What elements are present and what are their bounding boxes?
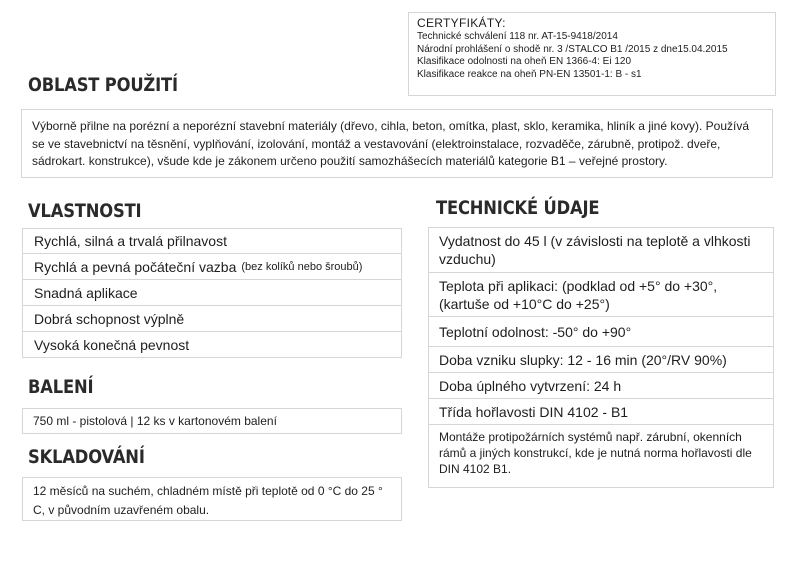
list-item [22, 332, 402, 358]
technical-row: Třída hořlavosti DIN 4102 - B1 [428, 399, 774, 425]
list-item [22, 228, 402, 254]
list-item [22, 254, 402, 280]
usage-heading: OBLAST POUŽITÍ [28, 74, 178, 96]
list-item [22, 306, 402, 332]
technical-row: Doba vzniku slupky: 12 - 16 min (20°/RV 90%) [428, 347, 774, 373]
property-text: Vysoká konečná pevnost [34, 336, 190, 353]
usage-text: Výborně přilne na porézní a neporézní stavební materiály (dřevo, cihla, beton, omítka, plast, sklo, keramika, hliník a jiné kovy). Používá se ve stavebnictví na těsnění, vyplňování, izolování, montáž a vestavování (elektroinstalace, rozvaděče, zárubně, protipož. dveře, sádrokart. konstrukce), všude kde je zákonem určeno použití samozhášecích materiálů kategorie B1 – veřejné prostory. [21, 109, 773, 178]
properties-heading: VLASTNOSTI [28, 200, 142, 222]
packaging-heading: BALENÍ [28, 376, 94, 398]
property-text: Rychlá a pevná počáteční vazba [34, 258, 237, 275]
property-note: (bez kolíků nebo šroubů) [241, 260, 363, 273]
technical-row: Montáže protipožárních systémů např. zárubní, okenních rámů a jiných konstrukcí, kde je nutná norma hořlavosti dle DIN 4102 B1. [428, 425, 774, 488]
packaging-text: 750 ml - pistolová | 12 ks v kartonovém balení [22, 408, 402, 434]
property-text: Rychlá, silná a trvalá přilnavost [34, 233, 227, 249]
technical-row: Teplotní odolnost: -50° do +90° [428, 317, 774, 347]
certificate-line: Klasifikace odolnosti na oheň EN 1366-4: Ei 120 [417, 56, 632, 68]
certificates-box [408, 12, 776, 96]
technical-row: Vydatnost do 45 l (v závislosti na teplotě a vlhkosti vzduchu) [428, 227, 774, 273]
technical-row: Doba úplného vytvrzení: 24 h [428, 373, 774, 399]
property-text: Snadná aplikace [34, 284, 138, 301]
technical-heading: TECHNICKÉ ÚDAJE [436, 197, 600, 219]
certificate-line: Národní prohlášení o shodě nr. 3 /STALCO B1 /2015 z dne15.04.2015 [417, 43, 728, 55]
storage-heading: SKLADOVÁNÍ [28, 446, 145, 468]
certificates-title: CERTYFIKÁTY: [417, 16, 506, 30]
property-text: Dobrá schopnost výplně [34, 310, 185, 327]
certificate-line: Technické schválení 118 nr. AT-15-9418/2014 [417, 31, 618, 42]
storage-text: 12 měsíců na suchém, chladném místě při teplotě od 0 °C do 25 ° C, v původním uzavřeném obalu. [22, 477, 402, 521]
certificate-line: Klasifikace reakce na oheň PN-EN 13501-1: B - s1 [417, 68, 642, 80]
list-item [22, 280, 402, 306]
technical-row: Teplota při aplikaci: (podklad od +5° do +30°, (kartuše od +10°C do +25°) [428, 273, 774, 317]
technical-list [428, 227, 774, 488]
properties-list [22, 228, 402, 358]
